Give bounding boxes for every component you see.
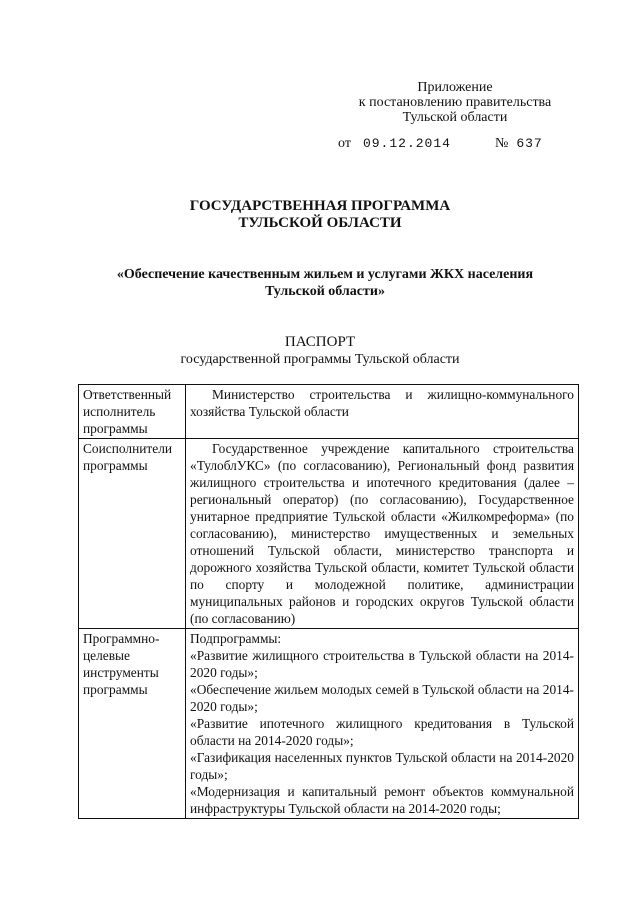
number-label: № — [494, 136, 509, 151]
row-key: Соисполнители программы — [79, 439, 186, 629]
subprogram-item: «Развитие жилищного строительства в Тульской области на 2014-2020 годы»; — [190, 648, 574, 680]
table-row — [79, 385, 579, 439]
appendix-line: Тульской области — [402, 110, 508, 125]
row-value-text: Государственное учреждение капитального строительства «ТулоблУКС» (по согласованию), Региональный фонд развития жилищного строительства и ипотечного кредитования (далее – региональный оператор) (по согласованию), Государственное унитарное предприятие Тульской области «Жилкомреформа» (по согласованию), министерство имущественных и земельных отношений Тульской области, министерство транспорта и дорожного хозяйства Тульской области, комитет Тульской области по спорту и молодежной политике, администрации муниципальных районов и городских округов Тульской области (по согласованию) — [190, 441, 574, 626]
title-line: ГОСУДАРСТВЕННАЯ ПРОГРАММА — [189, 198, 451, 214]
appendix-line: Приложение — [417, 80, 493, 95]
passport-table — [78, 384, 579, 819]
row-value-text: Министерство строительства и жилищно-коммунального хозяйства Тульской области — [190, 387, 574, 419]
row-value — [186, 439, 579, 629]
order-line — [338, 136, 568, 152]
subprogram-item: «Газификация населенных пунктов Тульской области на 2014-2020 годы»; — [190, 750, 574, 782]
subprogram-item: «Модернизация и капитальный ремонт объектов коммунальной инфраструктуры Тульской области на 2014-2020 годы; — [190, 784, 574, 816]
program-name-line: Тульской области» — [265, 284, 385, 299]
from-label: от — [338, 136, 351, 151]
program-name-line: «Обеспечение качественным жильем и услугами ЖКХ населения — [116, 267, 534, 282]
document-title — [0, 198, 640, 232]
row-key: Программно-целевые инструменты программы — [79, 629, 186, 819]
title-line: ТУЛЬСКОЙ ОБЛАСТИ — [238, 215, 402, 231]
program-name — [40, 266, 610, 300]
subprogram-item: «Развитие ипотечного жилищного кредитования в Тульской области на 2014-2020 годы»; — [190, 716, 574, 748]
passport-title: ПАСПОРТ — [284, 334, 356, 350]
row-key: Ответственный исполнитель программы — [79, 385, 186, 439]
appendix-line: к постановлению правительства — [358, 95, 552, 110]
order-number: 637 — [516, 136, 543, 151]
row-value — [186, 385, 579, 439]
order-date: 09.12.2014 — [362, 136, 451, 151]
appendix-block — [330, 80, 580, 125]
table-row — [79, 629, 579, 819]
passport-subtitle: государственной программы Тульской области — [180, 352, 460, 367]
subprogram-item: «Обеспечение жильем молодых семей в Тульской области на 2014-2020 годы»; — [190, 682, 574, 714]
subprograms-intro: Подпрограммы: — [190, 631, 282, 646]
table-row — [79, 439, 579, 629]
row-value — [186, 629, 579, 819]
passport-heading — [0, 334, 640, 368]
